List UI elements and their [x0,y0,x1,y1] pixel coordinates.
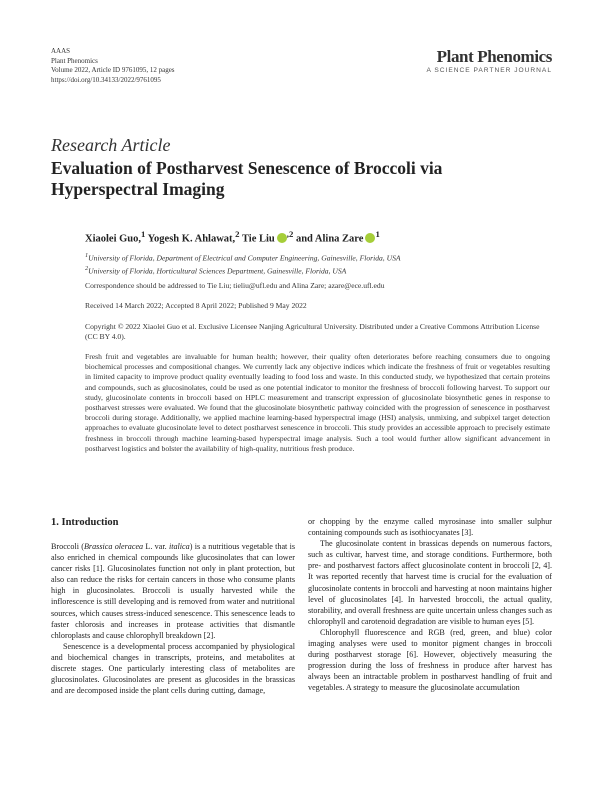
orcid-icon[interactable] [277,233,287,243]
affiliation-item: $^2$University of Florida, Horticultural Sciences Department, Gainesville, Florida, USA [85,264,347,276]
article-title: Evaluation of Postharvest Senescence of Broccoli via Hyperspectral Imaging [51,158,443,199]
brand-name: Plant Phenomics [436,47,552,66]
author-name: and Alina Zare [295,233,364,245]
author-name: Tie Liu [241,233,275,245]
body-paragraph: Chlorophyll fluorescence and RGB (red, green, and blue) color imaging analyses were used to monitor pigment changes in broccoli during postharvest storage [6]. However, objectively measuring the progression during the loss of freshness in produce after harvest has always been an intractable problem in postharvest handling of fruit and vegetables. A strategy to measure the glucosinolate accumulation [308,627,552,693]
body-paragraph: The glucosinolate content in brassicas depends on numerous factors, such as cultivar, harvest time, and storage conditions. Furthermore, both pre- and postharvest factors affect glucosinolate content in broccoli [2, 4]. It was reported recently that harvest time is crucial for the evaluation of glucosinolate contents in broccoli and harvesting at noon maintains higher level of glucosinolates [4]. In harvested broccoli, the actual quality, storability, and overall freshness are quite uncertain unless changes such as chlorophyll and carotenoid degradation are visible to human eyes [5]. [308,539,552,626]
journal-short: AAAS [51,47,71,55]
correspondence: Correspondence should be addressed to Tie Liu; tieliu@ufl.edu and Alina Zare; azare@ece.ufl.edu [85,281,385,290]
author-name: Xiaolei Guo, [85,233,142,245]
species-name: Brassica oleracea [83,542,144,551]
publication-dates: Received 14 March 2022; Accepted 8 April 2022; Published 9 May 2022 [85,301,307,310]
body-column-left [51,516,295,696]
affiliations [85,251,550,276]
brand-tagline: A SCIENCE PARTNER JOURNAL [426,67,552,74]
body-paragraph: Senescence is a developmental process accompanied by physiological and biochemical changes in transcripts, proteins, and metabolites at discrete stages. One particularly interesting class of metabolites are glucosinolates. Glucosinolates are present as glucosides in the brassicas and are decomposed inside the plant cells during cutting, damage, [51,641,295,696]
affiliation-item: $^1$University of Florida, Department of Electrical and Computer Engineering, Gainesville, Florida, USA [85,252,401,263]
article-type: Research Article [51,135,171,155]
author-affiliation-mark: 1 [375,229,380,239]
author-affiliation-mark: 1 [141,229,146,239]
author-name: Yogesh K. Ahlawat, [147,233,236,245]
section-heading: 1. Introduction [51,517,119,528]
body-column-right [308,516,552,694]
author-affiliation-mark: ,2 [286,229,294,239]
author-affiliation-mark: 2 [235,229,240,239]
orcid-icon[interactable] [365,233,375,243]
volume-info: Volume 2022, Article ID 9761095, 12 pages [51,66,175,75]
doi-link[interactable]: https://doi.org/10.34133/2022/9761095 [51,75,161,84]
journal-brand [426,48,552,74]
article-meta [51,47,175,85]
copyright-notice: Copyright © 2022 Xiaolei Guo et al. Exclusive Licensee Nanjing Agricultural University. Distributed under a Creative Commons Attribution License (CC BY 4.0). [85,322,540,342]
body-paragraph: or chopping by the enzyme called myrosinase into smaller sulphur containing compounds such as isothiocyanates [3]. [308,517,552,538]
variety-name: italica [168,542,190,551]
body-paragraph: Broccoli (Brassica oleracea L. var. italica) is a nutritious vegetable that is also enriched in chemical compounds like glucosinolates that can lower cancer risks [1]. Glucosinolates function not only in plant protection, but also can reduce the risks for certain cancers in those who consume plants high in glucosinolates. Broccoli is usually harvested while the inflorescence is still developing and is removed from water and nutritional sources, which causes stress-induced senescence. This senescence leads to faster chlorosis and increases in protease activities that dismantle chloroplasts and cause chlorophyll breakdown [2]. [51,542,296,640]
journal-name: Plant Phenomics [51,56,98,65]
author-list [85,229,380,245]
abstract: Fresh fruit and vegetables are invaluable for human health; however, their quality often deteriorates before reaching consumers due to ongoing biochemical processes and compositional changes. We currently lack any objective indices which indicate the freshness of fruit or vegetables resulting in limited capacity to improve product quality eventually leading to food loss and waste. In this conducted study, we hypothesized that certain proteins and compounds, such as glucosinolates, could be used as one potential indicator to monitor the freshness of broccoli following harvest. To support our study, glucosinolate contents in broccoli based on HPLC measurement and transcript expression of glucosinolate biosynthetic genes in response to postharvest stresses were evaluated. We found that the glucosinolate biosynthetic pathway coincided with the progression of senescence in postharvest broccoli during storage. Additionally, we applied machine learning-based hyperspectral image (HSI) analysis, unmixing, and subpixel target detection approaches to evaluate glucosinolate level to detect postharvest senescence in broccoli. This study provides an accessible approach to precisely estimate freshness in broccoli through machine learning-based hyperspectral image analysis. Such a tool would further allow significant advancement in postharvest logistics and bolster the availability of high-quality, nutritious fresh produce. [85,352,550,453]
